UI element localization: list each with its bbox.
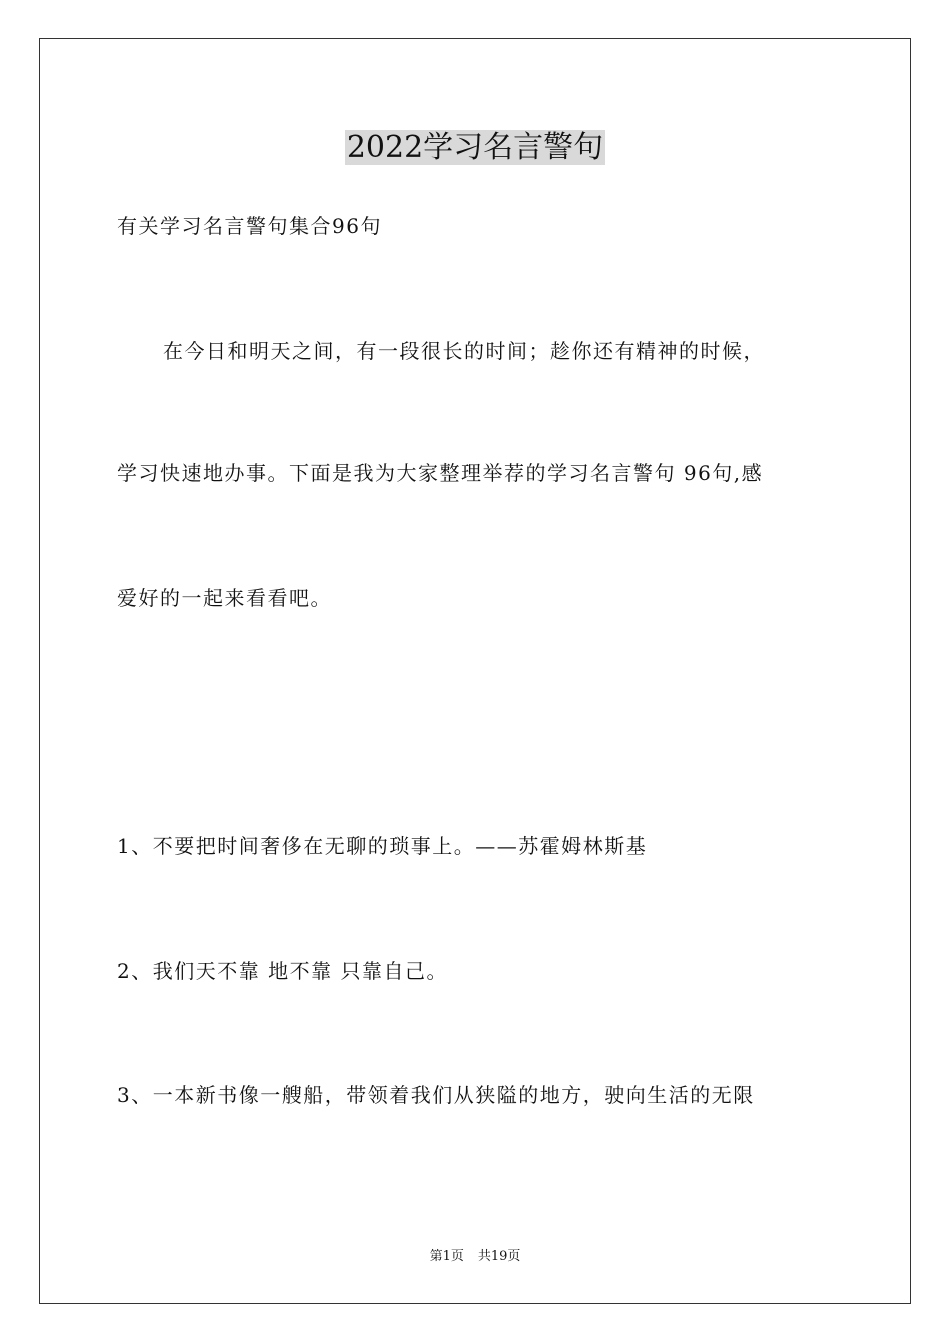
- intro-line-3: 爱好的一起来看看吧。: [117, 586, 332, 610]
- intro-line-2: 学习快速地办事。下面是我为大家整理举荐的学习名言警句 96句,感: [117, 461, 764, 485]
- intro-line-1: 在今日和明天之间，有一段很长的时间；趁你还有精神的时候，: [163, 339, 765, 363]
- page-total: 共19页: [477, 1249, 521, 1264]
- list-item-3: 3、一本新书像一艘船，带领着我们从狭隘的地方，驶向生活的无限: [117, 1083, 755, 1107]
- list-item-2: 2、我们天不靠 地不靠 只靠自己。: [117, 959, 448, 983]
- document-title: [0, 128, 950, 168]
- page-number: 第1页: [429, 1249, 464, 1264]
- list-item-1: 1、不要把时间奢侈在无聊的琐事上。——苏霍姆林斯基: [117, 834, 648, 858]
- document-title-text: 2022学习名言警句: [346, 130, 604, 165]
- document-subtitle: 有关学习名言警句集合96句: [117, 214, 382, 238]
- page-footer: [0, 1248, 950, 1266]
